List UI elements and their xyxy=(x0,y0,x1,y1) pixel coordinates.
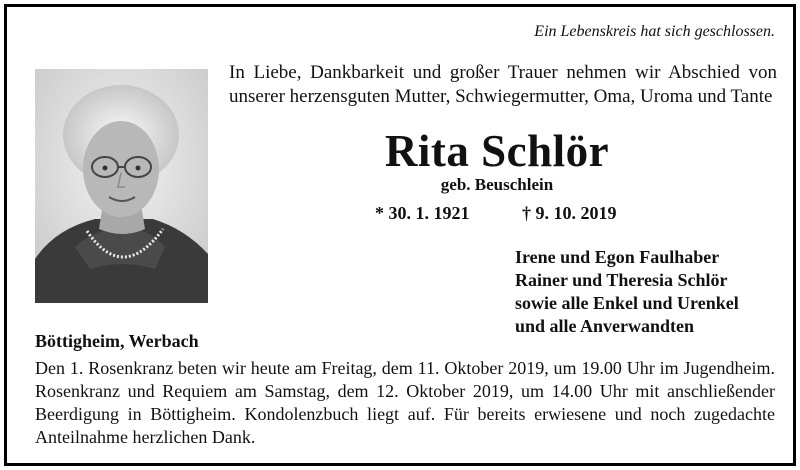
birth-name: geb. Beuschlein xyxy=(440,175,554,194)
mourner-line: Rainer und Theresia Schlör xyxy=(515,270,728,290)
portrait-photo xyxy=(35,69,208,303)
mourner-line: Irene und Egon Faulhaber xyxy=(515,247,720,267)
mourners-list xyxy=(515,246,739,338)
motto: Ein Lebenskreis hat sich geschlossen. xyxy=(534,23,775,40)
service-info: Den 1. Rosenkranz beten wir heute am Freitag, dem 11. Oktober 2019, um 19.00 Uhr im Jugendheim. Rosenkranz und Requiem am Samstag, dem 12. Oktober 2019, um 14.00 Uhr mit anschließender Beerdigung in Böttigheim. Kondolenzbuch liegt auf. Für bereits erwiesene und noch zugedachte Anteilnahme herzlichen Dank. xyxy=(35,358,775,447)
mourner-line: sowie alle Enkel und Urenkel xyxy=(515,293,739,313)
birth-date: * 30. 1. 1921 xyxy=(375,203,470,223)
death-date: † 9. 10. 2019 xyxy=(522,203,617,223)
deceased-name: Rita Schlör xyxy=(384,126,610,176)
portrait-image xyxy=(35,69,208,303)
mourner-line: und alle Anverwandten xyxy=(515,316,695,336)
intro-text: In Liebe, Dankbarkeit und großer Trauer nehmen wir Abschied von unserer herzensguten Mutter, Schwiegermutter, Oma, Uroma und Tante xyxy=(229,62,777,107)
place: Böttigheim, Werbach xyxy=(35,331,199,351)
obituary-notice xyxy=(4,4,796,466)
